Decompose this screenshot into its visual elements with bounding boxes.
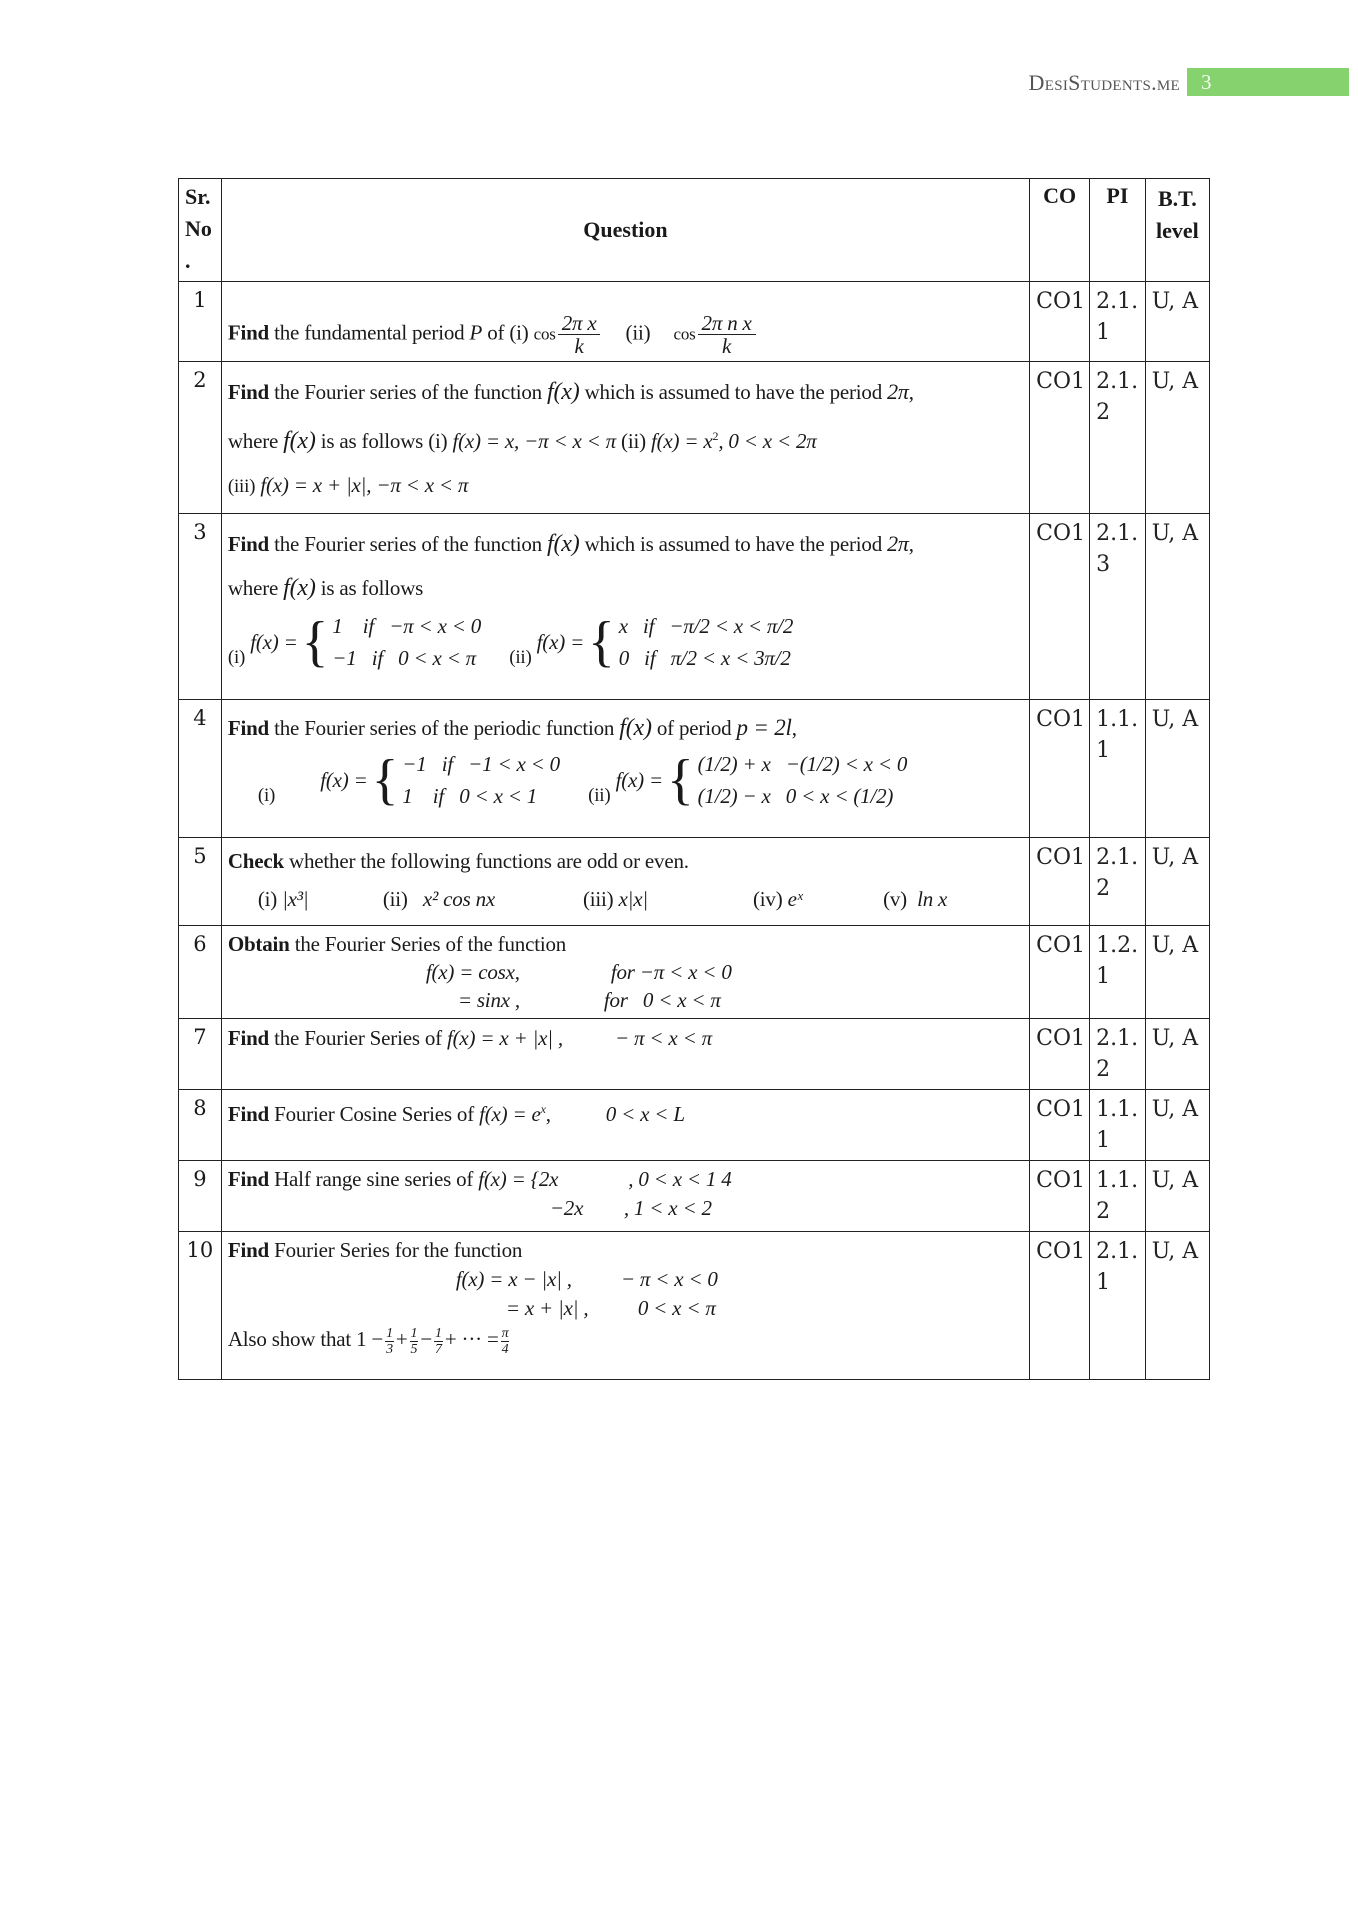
row-number: 10 (179, 1232, 222, 1380)
pi-cell: 2.1.3 (1090, 514, 1146, 700)
fraction-denominator: k (722, 334, 732, 358)
question-cell (221, 838, 1029, 926)
fraction (558, 312, 601, 357)
math-expression: f(x) (283, 575, 316, 601)
brace-icon: { (666, 749, 694, 811)
fraction (410, 1326, 419, 1357)
math-expression: x|x| (618, 887, 648, 911)
header-bt-level: B.T. level (1145, 179, 1209, 282)
math-expression: 2π (887, 531, 909, 556)
math-condition: − π < x < π (615, 1026, 712, 1050)
question-verb: Find (227, 1238, 270, 1262)
row-number: 7 (179, 1019, 222, 1090)
question-text: the fundamental period (269, 320, 470, 345)
part-label: (i) (227, 647, 246, 668)
question-cell (221, 1090, 1029, 1161)
table-row (179, 1232, 1210, 1380)
question-cell (221, 1161, 1029, 1232)
question-cell: Find the Fourier series of the function f(x) which is assumed to have the period 2π, where f(x) is as follows (i) f(x) = x, −π < x < π (ii) $f(x) = x^2$, 0 < x < 2π (iii) f(x) = x + |x|, −π < x < π (221, 362, 1029, 514)
row-number: 8 (179, 1090, 222, 1161)
math-condition: − π < x < 0 (620, 1267, 718, 1291)
piecewise-function (250, 610, 481, 674)
fraction-denominator: k (574, 334, 584, 358)
math-expression: f(x) = (320, 768, 368, 792)
row-number: 1 (179, 282, 222, 362)
math-operator: + (395, 1327, 408, 1351)
question-verb: Check (227, 849, 284, 873)
pi-cell: 2.1.2 (1090, 838, 1146, 926)
question-verb: Find (227, 380, 270, 404)
bt-level-cell: U, A (1145, 1090, 1209, 1161)
math-condition: 0 < x < L (605, 1102, 685, 1126)
pi-cell: 2.1.1 (1090, 282, 1146, 362)
brace-icon: { (301, 611, 329, 673)
math-expression: 2π (887, 379, 909, 404)
co-cell: CO1 (1030, 1090, 1090, 1161)
question-text: of period (651, 716, 737, 740)
question-text: the Fourier series of the function (269, 532, 548, 556)
math-expression: f(x) = {2x (478, 1167, 559, 1191)
math-expression: f(x) (619, 715, 652, 741)
case-row: 1 if −π < x < 0 (332, 614, 482, 638)
math-expression: f(x) = x, −π < x < π (452, 429, 616, 453)
part-label: (ii) (509, 647, 532, 668)
part-label: (iii) (227, 476, 256, 497)
co-cell: CO1 (1030, 700, 1090, 838)
math-expression: f(x) (283, 428, 316, 454)
part-label: (ii) (615, 429, 651, 453)
question-text: is as follows (i) (315, 429, 453, 453)
question-text: whether the following functions are odd or even. (283, 849, 689, 873)
question-verb: Find (227, 1102, 270, 1126)
math-expression: = sinx , (457, 988, 520, 1012)
case-row: x if −π/2 < x < π/2 (618, 614, 794, 638)
part-label: (ii) (588, 785, 611, 806)
question-text: is as follows (315, 576, 424, 600)
table-row (179, 838, 1210, 926)
row-number: 2 (179, 362, 222, 514)
math-expression: f(x) = x (650, 429, 713, 453)
math-condition: , 0 < x < 1 4 (628, 1167, 732, 1191)
question-verb: Find (227, 716, 270, 740)
piecewise-function (537, 610, 794, 674)
question-text: Also show that (227, 1327, 357, 1351)
math-expression: f(x) = cosx, (425, 960, 520, 984)
question-text: the Fourier series of the function (269, 380, 548, 404)
question-verb: Find (227, 320, 270, 345)
math-expression: f(x) (547, 379, 580, 405)
co-cell: CO1 (1030, 1161, 1090, 1232)
fraction-numerator: π (501, 1325, 509, 1341)
pi-cell: 1.2.1 (1090, 926, 1146, 1019)
math-exponent: x (540, 1102, 546, 1116)
fraction-numerator: 2π x (558, 312, 601, 335)
fraction-numerator: 1 (410, 1325, 418, 1341)
question-text: which is assumed to have the period (579, 380, 888, 404)
bt-level-cell: U, A (1145, 1161, 1209, 1232)
bt-level-cell: U, A (1145, 838, 1209, 926)
bt-level-cell: U, A (1145, 1019, 1209, 1090)
table-row (179, 362, 1210, 514)
math-expression: 1 − (356, 1327, 384, 1351)
part-label: (i) (257, 785, 276, 806)
fraction-denominator: 5 (410, 1341, 418, 1357)
question-text: Half range sine series of (269, 1167, 479, 1191)
question-verb: Obtain (227, 932, 290, 956)
co-cell: CO1 (1030, 514, 1090, 700)
part-label: (ii) (382, 887, 408, 911)
pi-cell: 2.1.1 (1090, 1232, 1146, 1380)
question-cell (221, 1019, 1029, 1090)
function-item (753, 880, 878, 918)
row-number: 3 (179, 514, 222, 700)
math-expression: f(x) = x − |x| , (455, 1267, 572, 1291)
fraction-numerator: 1 (386, 1325, 393, 1341)
part-label: (i) (257, 887, 278, 911)
question-text: where (227, 576, 284, 600)
math-expression: f(x) = (536, 630, 585, 654)
math-expression: = x + |x| , (505, 1296, 589, 1320)
bt-level-cell: U, A (1145, 700, 1209, 838)
table-header-row (179, 179, 1210, 282)
pi-cell: 2.1.2 (1090, 362, 1146, 514)
math-expression: + ··· = (444, 1327, 499, 1351)
math-expression: p = 2l (736, 715, 792, 740)
question-text: Fourier Cosine Series of (269, 1102, 480, 1126)
case-row: −1 if −1 < x < 0 (402, 752, 560, 776)
brace-icon: { (588, 611, 615, 673)
question-verb: Find (227, 1167, 270, 1191)
question-text: the Fourier Series of (269, 1026, 447, 1050)
part-label: (ii) (625, 320, 651, 345)
row-number: 6 (179, 926, 222, 1019)
co-cell: CO1 (1030, 1232, 1090, 1380)
pi-cell: 1.1.1 (1090, 700, 1146, 838)
math-expression: f(x) = e (479, 1102, 541, 1126)
math-expression: ln x (917, 887, 948, 911)
fraction-numerator: 2π n x (698, 312, 756, 335)
math-exponent: 2 (712, 429, 719, 443)
page-number-badge: 3 (1187, 68, 1349, 96)
fraction (434, 1326, 443, 1357)
question-cell (221, 282, 1029, 362)
header-sr-no: Sr. No . (179, 179, 222, 282)
fraction (385, 1326, 394, 1357)
function-item (383, 880, 578, 918)
question-text: where (227, 429, 284, 453)
math-operator: − (420, 1327, 433, 1351)
co-cell: CO1 (1030, 926, 1090, 1019)
math-condition: 0 < x < π (637, 1296, 716, 1320)
fraction (698, 312, 756, 357)
question-text: the Fourier series of the periodic function (269, 716, 620, 740)
fraction (501, 1326, 510, 1357)
math-condition: , 1 < x < 2 (623, 1196, 712, 1220)
header-question: Question (221, 179, 1029, 282)
row-number: 5 (179, 838, 222, 926)
header-pi: PI (1090, 179, 1146, 282)
pi-cell: 2.1.2 (1090, 1019, 1146, 1090)
math-expression: , (545, 1102, 551, 1126)
case-row: (1/2) − x 0 < x < (1/2) (697, 784, 894, 808)
question-text: which is assumed to have the period (579, 532, 888, 556)
question-text: Fourier Series for the function (269, 1238, 523, 1262)
table-row (179, 926, 1210, 1019)
piecewise-function (616, 748, 908, 812)
case-row: −1 if 0 < x < π (332, 646, 477, 670)
bt-level-cell: U, A (1145, 926, 1209, 1019)
math-function: cos (673, 324, 696, 344)
question-cell (221, 1232, 1029, 1380)
table-row (179, 1161, 1210, 1232)
math-expression: f(x) (547, 531, 580, 557)
math-condition: for −π < x < 0 (610, 960, 732, 984)
table-row (179, 700, 1210, 838)
table-row (179, 1019, 1210, 1090)
co-cell: CO1 (1030, 282, 1090, 362)
page-header (0, 68, 1358, 98)
question-text: the Fourier Series of the function (289, 932, 567, 956)
bt-level-cell: U, A (1145, 1232, 1209, 1380)
question-table (178, 178, 1210, 1380)
pi-cell: 1.1.2 (1090, 1161, 1146, 1232)
math-expression: f(x) = (250, 630, 298, 654)
co-cell: CO1 (1030, 1019, 1090, 1090)
math-expression: f(x) = x + |x| , (447, 1026, 563, 1050)
fraction-denominator: 3 (386, 1341, 393, 1357)
math-expression: f(x) = (615, 768, 663, 792)
fraction-denominator: 4 (501, 1341, 509, 1357)
question-cell (221, 926, 1029, 1019)
case-row: (1/2) + x −(1/2) < x < 0 (697, 752, 908, 776)
math-condition: for 0 < x < π (603, 988, 721, 1012)
question-verb: Find (227, 1026, 270, 1050)
co-cell: CO1 (1030, 838, 1090, 926)
row-number: 9 (179, 1161, 222, 1232)
header-co: CO (1030, 179, 1090, 282)
piecewise-function (320, 748, 560, 812)
math-expression: |x³| (282, 887, 309, 911)
question-verb: Find (227, 532, 270, 556)
math-expression: eˣ (787, 887, 803, 911)
math-symbol: P (469, 320, 483, 345)
case-row: 1 if 0 < x < 1 (402, 784, 538, 808)
bt-level-cell: U, A (1145, 362, 1209, 514)
function-item (258, 880, 378, 918)
part-label: (v) (883, 887, 907, 911)
pi-cell: 1.1.1 (1090, 1090, 1146, 1161)
case-row: 0 if π/2 < x < 3π/2 (618, 646, 791, 670)
co-cell: CO1 (1030, 362, 1090, 514)
table-row (179, 514, 1210, 700)
math-function: cos (533, 324, 556, 344)
row-number: 4 (179, 700, 222, 838)
question-cell: Find the Fourier series of the function f(x) which is assumed to have the period 2π, where f(x) is as follows (i) f(x) = { 1 if −π < x < 0 −1 if 0 < x < π (ii) f(x) = { x if −π/2 < x < π/2 0 if π/2 < x < 3π/2 (221, 514, 1029, 700)
bt-level-cell: U, A (1145, 514, 1209, 700)
math-expression: , 0 < x < 2π (718, 429, 817, 453)
bt-level-cell: U, A (1145, 282, 1209, 362)
table-row (179, 1090, 1210, 1161)
fraction-numerator: 1 (435, 1325, 442, 1341)
question-cell: Find the Fourier series of the periodic function f(x) of period p = 2l, (i) f(x) = { −1 if −1 < x < 0 1 if 0 < x < 1 (ii) f(x) = { (1/2) + x −(1/2) < x < 0 (1/2) − x 0 < x < (1/2) (221, 700, 1029, 838)
fraction-denominator: 7 (435, 1341, 442, 1357)
function-item (883, 880, 947, 918)
math-expression: x² cos nx (422, 887, 496, 911)
math-expression: f(x) = x + |x|, −π < x < π (260, 473, 469, 497)
question-text: of (i) (482, 320, 534, 345)
part-label: (iv) (753, 887, 783, 911)
function-item (583, 880, 748, 918)
site-brand: DesiStudents.me (1028, 70, 1180, 95)
part-label: (iii) (582, 887, 614, 911)
table-row (179, 282, 1210, 362)
brace-icon: { (371, 749, 399, 811)
math-expression: −2x (549, 1196, 584, 1220)
